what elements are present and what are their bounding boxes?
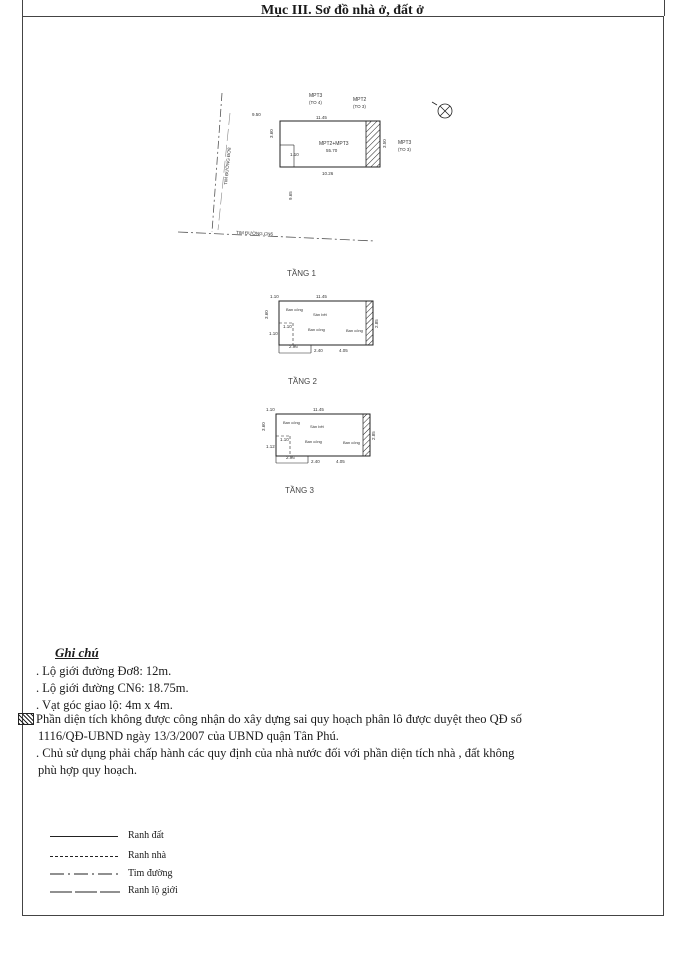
north2-label: MPT2 [353, 97, 367, 103]
hatch-legend-icon [18, 713, 34, 725]
site-plan [178, 93, 452, 278]
note-6: . Chủ sử dụng phải chấp hành các quy định của nhà nước đối với phần diện tích nhà , đất không [36, 746, 515, 760]
dim-right: 3.50 [382, 139, 387, 148]
notes-heading: Ghi chú [55, 645, 99, 660]
north-arrow-icon [432, 102, 452, 118]
f2-room3: Ban công [346, 328, 363, 333]
f2-room1: Ban công [286, 307, 303, 312]
f2-dim-right: 2.85 [374, 319, 379, 328]
note-2: . Lộ giới đường CN6: 18.75m. [36, 681, 189, 695]
f3-dim-left-mid: 1.10 [280, 437, 289, 442]
dim-left: 3.60 [269, 129, 274, 138]
street-axis-vertical [212, 93, 222, 232]
f3-dim-top: 11.45 [313, 407, 324, 412]
legend-line-solid [50, 836, 118, 837]
note-1: . Lộ giới đường Đơ8: 12m. [36, 664, 172, 678]
f2-dim-top: 11.45 [316, 294, 327, 299]
north2-sub: (TO 3) [353, 104, 366, 109]
legend-line-longdash [50, 890, 120, 894]
floor3-label: TẦNG 3 [285, 486, 314, 495]
f2-dim-left-bottom: 1.10 [269, 331, 278, 336]
f3-dim-left: 3.60 [261, 422, 266, 431]
f3-room3: Ban công [343, 440, 360, 445]
f2-dim-left-top: 1.10 [270, 294, 279, 299]
legend-label-2: Ranh nhà [128, 850, 167, 861]
note-5: 1116/QĐ-UBND ngày 13/3/2007 của UBND quận Tân Phú. [38, 729, 339, 743]
f2-room-center: Sàn bêt [313, 312, 327, 317]
legend-label-4: Ranh lộ giới [128, 885, 178, 896]
north-label: MPT3 [309, 93, 323, 99]
f2-dim-left: 3.60 [264, 310, 269, 319]
f2-dim-left-mid: 1.10 [283, 324, 292, 329]
f2-dim-b1: 2.96 [289, 344, 298, 349]
f3-dim-b2: 2.40 [311, 459, 320, 464]
f3-dim-right: 2.85 [371, 431, 376, 440]
dim-bottom: 10.26 [322, 171, 334, 176]
street-axis-horizontal [178, 232, 375, 241]
floor2-label: TẦNG 2 [288, 377, 317, 386]
east-sub: (TO 3) [398, 147, 411, 152]
f2-room2: Ban công [308, 327, 325, 332]
f3-dim-b1: 2.96 [286, 455, 295, 460]
center-label: MPT2+MPT3 [319, 141, 349, 147]
east-label: MPT3 [398, 140, 412, 146]
f3-dim-left-top: 1.10 [266, 407, 275, 412]
f3-room2: Ban công [305, 439, 322, 444]
dim-left-small: 1.10 [290, 152, 299, 157]
hatched-area [366, 121, 380, 167]
f3-room1: Ban công [283, 420, 300, 425]
floor1-label: TẦNG 1 [287, 269, 316, 278]
note-7: phù hợp quy hoạch. [38, 763, 137, 777]
floor-3-plan [261, 407, 376, 495]
dim-vertical: 9.65 [288, 191, 293, 200]
street-vertical-label: TIM ĐƯỜNG ĐƠ8 [223, 147, 232, 186]
floor-2-plan [264, 294, 379, 386]
legend-line-dashed [50, 856, 118, 857]
legend-label-1: Ranh đất [128, 830, 164, 841]
legend-label-3: Tim đường [128, 868, 173, 879]
f3-room-center: Sàn bêt [310, 424, 324, 429]
dim-top: 11.45 [316, 115, 327, 120]
legend-line-dashdot [50, 872, 120, 876]
f3-dim-b3: 4.05 [336, 459, 345, 464]
f3-dim-left-bottom: 1.12 [266, 444, 275, 449]
f2-dim-b3: 4.05 [339, 348, 348, 353]
north-sub: (TO 4) [309, 100, 322, 105]
f2-dim-b2: 2.40 [314, 348, 323, 353]
area-value: 55.70 [326, 148, 338, 153]
dim-offset: 9.50 [252, 112, 261, 117]
note-3: . Vạt góc giao lộ: 4m x 4m. [36, 698, 173, 712]
street-horizontal-label: TIM ĐƯỜNG CN6 [235, 230, 274, 237]
page-title: Mục III. Sơ đồ nhà ở, đất ở [261, 3, 424, 18]
note-4: Phần diện tích không được công nhận do xây dựng sai quy hoạch phân lô được duyệt theo QĐ số [36, 712, 522, 726]
